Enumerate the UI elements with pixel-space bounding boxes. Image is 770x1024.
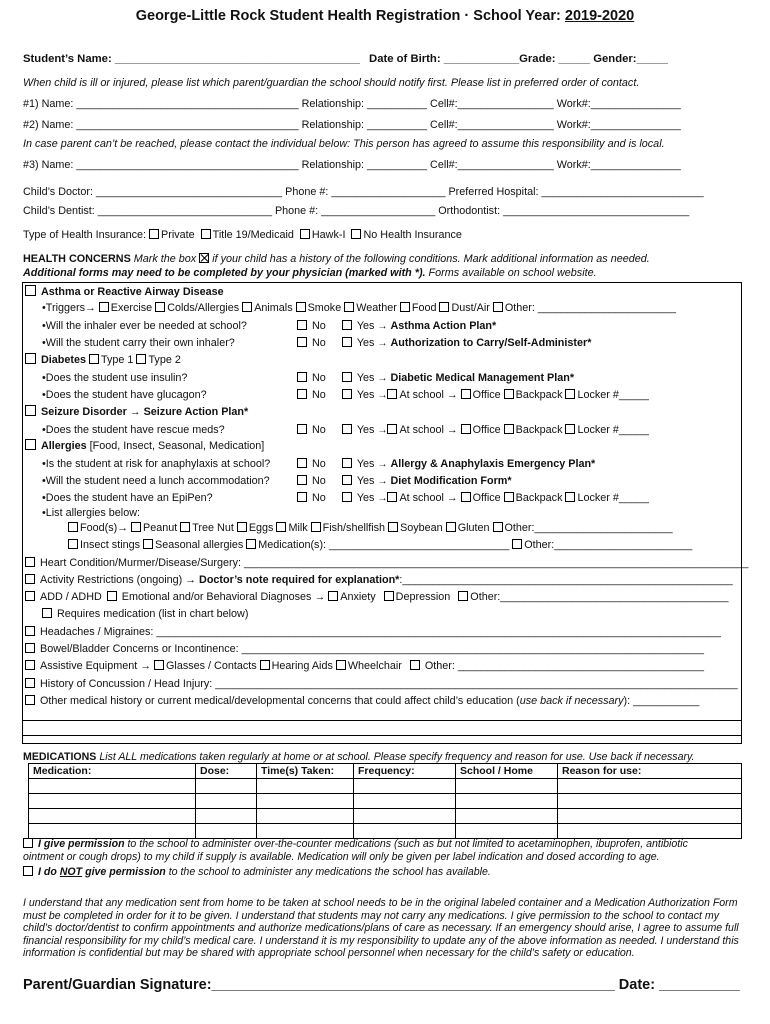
table-header-row — [29, 764, 742, 779]
answer-row: No — [297, 473, 326, 489]
asthma-checkbox[interactable] — [25, 285, 36, 296]
question-carry-inhaler: •Will the student carry their own inhaler? — [42, 337, 235, 349]
yes-checkbox[interactable] — [342, 389, 352, 399]
emotional-checkbox[interactable] — [107, 591, 117, 601]
student-name-field[interactable]: Student’s Name: _______________________________________ — [23, 53, 360, 65]
anxiety-checkbox[interactable] — [328, 591, 338, 601]
contact-2-field[interactable]: #2) Name: _____________________________________ Relationship: __________ Cell#:________________ Work#:_______________ — [23, 119, 681, 131]
other-history-checkbox[interactable] — [25, 695, 35, 705]
yes-checkbox[interactable] — [342, 337, 352, 347]
locker-checkbox[interactable] — [565, 424, 575, 434]
adhd-other-checkbox[interactable] — [458, 591, 468, 601]
at-school-checkbox[interactable] — [387, 492, 397, 502]
office-checkbox[interactable] — [461, 389, 471, 399]
no-checkbox[interactable] — [297, 337, 307, 347]
locker-checkbox[interactable] — [565, 389, 575, 399]
heart-checkbox[interactable] — [25, 557, 35, 567]
type1-checkbox[interactable] — [89, 354, 99, 364]
answer-row: Yes → Allergy & Anaphylaxis Emergency Plan* — [342, 456, 595, 473]
table-row[interactable] — [29, 824, 742, 839]
page-title: George-Little Rock Student Health Registration · School Year: 2019-2020 — [135, 8, 635, 24]
insurance-medicaid-checkbox[interactable] — [201, 229, 211, 239]
answer-row: Yes → At school → Office Backpack Locker #_____ — [342, 422, 649, 439]
writing-line[interactable] — [22, 720, 742, 721]
table-row[interactable] — [29, 794, 742, 809]
assistive-row: Assistive Equipment → Glasses / Contacts Hearing Aids Wheelchair Other: _________________________________________ — [25, 658, 704, 674]
trigger-checkbox[interactable] — [296, 302, 306, 312]
bowel-row: Bowel/Bladder Concerns or Incontinence: _____________________________________________________________________________ — [25, 641, 704, 657]
understanding-statement: I understand that any medication sent from home to be taken at school needs to be in the original labeled container and a Medication Authorization Form must be completed in order for it to be given. I understand that students may not carry any medications. I give permission to the school to contact my child’s doctor/dentist to confirm appointments and authorize medications/plans of care as necessary. If an emergency should arise, I agree to assume full financial responsibility for my child’s medical care. I understand it is my responsibility to update any of the above information as needed. I understand this information is confidential but may be shared with appropriate school personnel when necessary for the child’s safety or education. — [23, 897, 739, 960]
question-lunch: •Will the student need a lunch accommodation? — [42, 475, 270, 487]
no-checkbox[interactable] — [297, 475, 307, 485]
insurance-option: Hawk-I — [311, 229, 346, 241]
asthma-row: Asthma or Reactive Airway Disease — [25, 284, 224, 300]
headache-checkbox[interactable] — [25, 626, 35, 636]
gender-field[interactable]: Gender:_____ — [593, 53, 668, 65]
table-row[interactable] — [29, 809, 742, 824]
answer-row: No — [297, 490, 326, 506]
at-school-checkbox[interactable] — [387, 424, 397, 434]
allergies-checkbox[interactable] — [25, 439, 36, 450]
health-concerns-header: HEALTH CONCERNS Mark the box if your child has a history of the following conditions. Mark additional information as needed. — [23, 253, 650, 265]
insurance-hawki-checkbox[interactable] — [300, 229, 310, 239]
bowel-checkbox[interactable] — [25, 643, 35, 653]
adhd-checkbox[interactable] — [25, 591, 35, 601]
deny-permission-checkbox[interactable] — [23, 866, 33, 876]
activity-row: Activity Restrictions (ongoing) → Doctor’s note required for explanation*:_______________________________________________________ — [25, 572, 733, 588]
requires-medication-row: Requires medication (list in chart below) — [42, 606, 248, 622]
fish-checkbox[interactable] — [311, 522, 321, 532]
question-rescue-meds: •Does the student have rescue meds? — [42, 424, 225, 436]
other-history-row: Other medical history or current medical/developmental concerns that could affect child’s education (use back if necessary): ___________ — [25, 693, 699, 709]
column-header: Time(s) Taken: — [257, 764, 354, 779]
yes-checkbox[interactable] — [342, 424, 352, 434]
yes-checkbox[interactable] — [342, 372, 352, 382]
column-header: School / Home — [456, 764, 558, 779]
question-insulin: •Does the student use insulin? — [42, 372, 188, 384]
diabetes-row: Diabetes Type 1 Type 2 — [25, 352, 181, 368]
backpack-checkbox[interactable] — [504, 424, 514, 434]
concussion-checkbox[interactable] — [25, 678, 35, 688]
contact-3-field[interactable]: #3) Name: _____________________________________ Relationship: __________ Cell#:________________ Work#:_______________ — [23, 159, 681, 171]
heart-row: Heart Condition/Murmer/Disease/Surgery: ____________________________________________________________________________________ — [25, 555, 748, 571]
insurance-option: No Health Insurance — [363, 229, 462, 241]
question-epipen: •Does the student have an EpiPen? — [42, 492, 213, 504]
trigger-checkbox[interactable] — [155, 302, 165, 312]
signature-field[interactable]: __________________________________________________ — [211, 977, 615, 993]
answer-row: No — [297, 370, 326, 386]
health-concerns-note: Additional forms may need to be completed by your physician (marked with *). Forms available on school website. — [23, 267, 597, 279]
gluten-checkbox[interactable] — [446, 522, 456, 532]
trigger-checkbox[interactable] — [344, 302, 354, 312]
contact-1-field[interactable]: #1) Name: _____________________________________ Relationship: __________ Cell#:________________ Work#:_______________ — [23, 98, 681, 110]
insurance-private-checkbox[interactable] — [149, 229, 159, 239]
food-other-checkbox[interactable] — [493, 522, 503, 532]
answer-row: Yes → At school → Office Backpack Locker #_____ — [342, 387, 649, 404]
insurance-option: Title 19/Medicaid — [212, 229, 294, 241]
signature-row — [23, 975, 740, 995]
permission-deny: I do NOT give permission to the school to administer any medications the school has available. — [23, 866, 741, 879]
contact-instructions: When child is ill or injured, please list which parent/guardian the school should notify first. Please list in preferred order of contact. — [23, 77, 640, 89]
date-field[interactable]: Date: __________ — [618, 977, 740, 993]
assistive-checkbox[interactable] — [25, 660, 35, 670]
answer-row: Yes → Authorization to Carry/Self-Administer* — [342, 335, 591, 352]
answer-row: Yes → Diabetic Medical Management Plan* — [342, 370, 574, 387]
insurance-label: Type of Health Insurance: — [23, 229, 150, 241]
answer-row: No — [297, 422, 326, 438]
list-allergies-label: •List allergies below: — [42, 507, 140, 519]
milk-checkbox[interactable] — [276, 522, 286, 532]
no-checkbox[interactable] — [297, 372, 307, 382]
no-checkbox[interactable] — [297, 320, 307, 330]
headache-row: Headaches / Migraines: ______________________________________________________________________________________________ — [25, 624, 721, 640]
yes-checkbox[interactable] — [342, 492, 352, 502]
student-info-row — [23, 51, 668, 67]
no-checkbox[interactable] — [297, 424, 307, 434]
wheelchair-checkbox[interactable] — [336, 660, 346, 670]
answer-row: No — [297, 318, 326, 334]
no-checkbox[interactable] — [297, 492, 307, 502]
medications-table — [28, 763, 742, 839]
writing-line[interactable] — [22, 735, 742, 736]
answer-row: No — [297, 387, 326, 403]
answer-row: Yes → Asthma Action Plan* — [342, 318, 496, 335]
insect-checkbox[interactable] — [68, 539, 78, 549]
doctor-field[interactable]: Child’s Doctor: _______________________________ Phone #: ___________________ Preferred Hospital: ___________________________ — [23, 186, 704, 198]
requires-medication-checkbox[interactable] — [42, 608, 52, 618]
food-checkbox[interactable] — [68, 522, 78, 532]
yes-checkbox[interactable] — [342, 320, 352, 330]
seizure-row: Seizure Disorder → Seizure Action Plan* — [25, 404, 248, 420]
backpack-checkbox[interactable] — [504, 389, 514, 399]
question-inhaler-needed: •Will the inhaler ever be needed at school? — [42, 320, 247, 332]
trigger-checkbox[interactable] — [400, 302, 410, 312]
medication-allergy-checkbox[interactable] — [246, 539, 256, 549]
locker-checkbox[interactable] — [565, 492, 575, 502]
treenut-checkbox[interactable] — [180, 522, 190, 532]
insurance-row — [23, 227, 462, 243]
insurance-none-checkbox[interactable] — [351, 229, 361, 239]
no-checkbox[interactable] — [297, 458, 307, 468]
yes-checkbox[interactable] — [342, 458, 352, 468]
signature-label: Parent/Guardian Signature: — [23, 977, 212, 993]
eggs-checkbox[interactable] — [237, 522, 247, 532]
concussion-row: History of Concussion / Head Injury: _______________________________________________________________________________________ — [25, 676, 738, 692]
column-header: Frequency: — [354, 764, 456, 779]
give-permission-checkbox[interactable] — [23, 838, 33, 848]
answer-row: Yes → Diet Modification Form* — [342, 473, 512, 490]
dob-field[interactable]: Date of Birth: ____________ — [369, 53, 520, 65]
column-header: Reason for use: — [558, 764, 742, 779]
diabetes-checkbox[interactable] — [25, 353, 36, 364]
trigger-other-checkbox[interactable] — [493, 302, 503, 312]
soybean-checkbox[interactable] — [388, 522, 398, 532]
answer-row: Yes → At school → Office Backpack Locker #_____ — [342, 490, 649, 507]
grade-field[interactable]: Grade: _____ — [519, 53, 591, 65]
seizure-checkbox[interactable] — [25, 405, 36, 416]
trigger-checkbox[interactable] — [439, 302, 449, 312]
answer-row: No — [297, 456, 326, 472]
no-checkbox[interactable] — [297, 389, 307, 399]
insurance-option: Private — [161, 229, 195, 241]
asthma-triggers-row: •Triggers→ Exercise Colds/Allergies Animals Smoke Weather Food Dust/Air Other: _______________________ — [42, 302, 676, 314]
checked-box-icon — [199, 253, 209, 263]
question-glucagon: •Does the student have glucagon? — [42, 389, 207, 401]
office-checkbox[interactable] — [461, 492, 471, 502]
trigger-checkbox[interactable] — [99, 302, 109, 312]
column-header: Medication: — [29, 764, 196, 779]
allergies-row: Allergies [Food, Insect, Seasonal, Medication] — [25, 438, 264, 454]
assistive-other-checkbox[interactable] — [410, 660, 420, 670]
activity-checkbox[interactable] — [25, 574, 35, 584]
table-row[interactable] — [29, 779, 742, 794]
permission-give: I give permission to the school to administer over-the-counter medications (such as but not limited to acetaminophen, ibuprofen, antibiotic ointment or cough drops) to my child if supply is available. Medication will only be given per label indication and dosed according to age. — [23, 838, 688, 863]
food-allergies-row: Food(s)→ Peanut Tree Nut Eggs Milk Fish/shellfish Soybean Gluten Other:_______________________ — [68, 520, 673, 536]
question-anaphylaxis: •Is the student at risk for anaphylaxis at school? — [42, 458, 271, 470]
yes-checkbox[interactable] — [342, 475, 352, 485]
dentist-field[interactable]: Child’s Dentist: _____________________________ Phone #: ___________________ Orthodontist: _______________________________ — [23, 205, 690, 217]
medications-header: MEDICATIONS List ALL medications taken regularly at home or at school. Please specify frequency and reason for use. Use back if necessary. — [23, 751, 695, 763]
alternate-contact-instructions: In case parent can’t be reached, please contact the individual below: This person has agreed to assume this responsibility and is local. — [23, 138, 665, 150]
hearing-checkbox[interactable] — [260, 660, 270, 670]
glasses-checkbox[interactable] — [154, 660, 164, 670]
at-school-checkbox[interactable] — [387, 389, 397, 399]
seasonal-checkbox[interactable] — [143, 539, 153, 549]
peanut-checkbox[interactable] — [131, 522, 141, 532]
column-header: Dose: — [196, 764, 257, 779]
trigger-checkbox[interactable] — [242, 302, 252, 312]
type2-checkbox[interactable] — [136, 354, 146, 364]
answer-row: No — [297, 335, 326, 351]
other-allergies-row: Insect stings Seasonal allergies Medication(s): ______________________________ Other:_______________________ — [68, 537, 692, 553]
backpack-checkbox[interactable] — [504, 492, 514, 502]
other-allergy-checkbox[interactable] — [512, 539, 522, 549]
depression-checkbox[interactable] — [384, 591, 394, 601]
office-checkbox[interactable] — [461, 424, 471, 434]
adhd-row: ADD / ADHD Emotional and/or Behavioral Diagnoses → Anxiety Depression Other:______________________________________ — [25, 589, 728, 605]
